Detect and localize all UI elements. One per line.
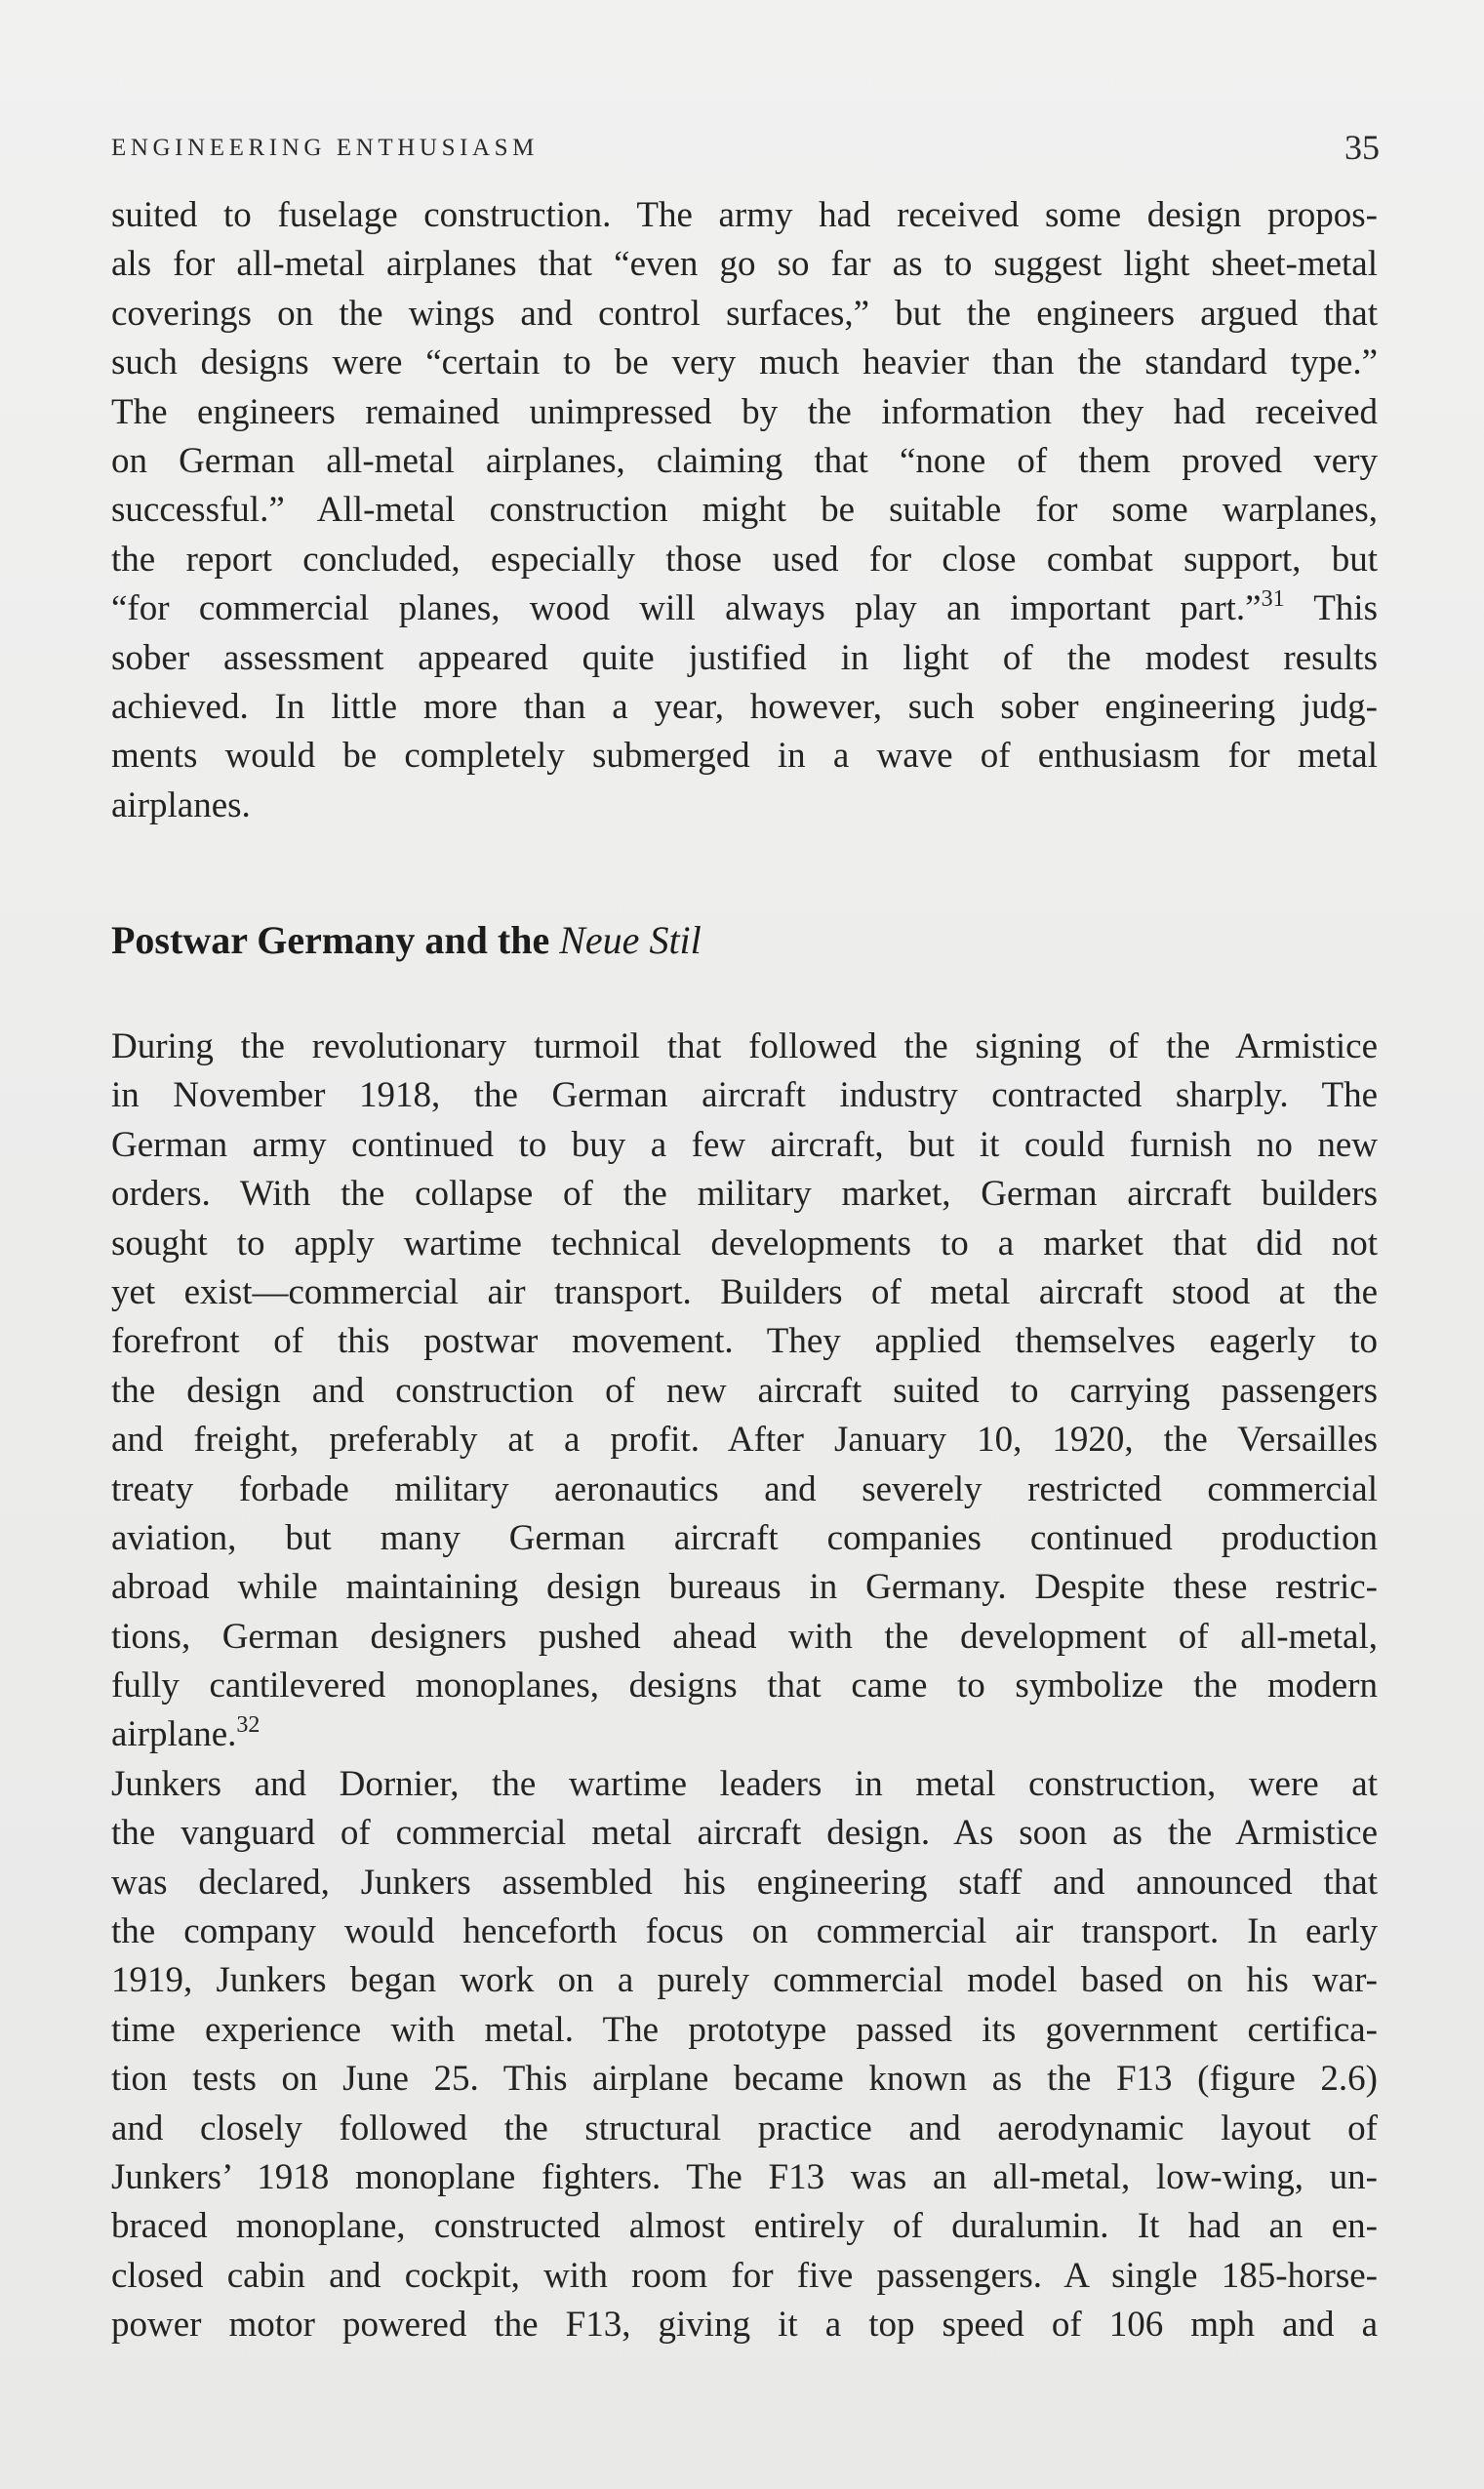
text-line: orders. With the collapse of the military market, German aircraft builders — [111, 1174, 1378, 1215]
text-line: on German all-metal airplanes, claiming that “none of them proved very — [111, 440, 1378, 481]
text-line: was declared, Junkers assembled his engineering staff and announced that — [111, 1862, 1378, 1903]
text-line: achieved. In little more than a year, however, such sober engineering judg- — [111, 686, 1378, 727]
text-line: successful.” All-metal construction might be suitable for some warplanes, — [111, 490, 1378, 531]
text-line: tion tests on June 25. This airplane became known as the F13 (figure 2.6) — [111, 2059, 1378, 2100]
text-line: Junkers and Dornier, the wartime leaders in metal construction, were at — [111, 1763, 1378, 1804]
text-line: abroad while maintaining design bureaus in Germany. Despite these restric- — [111, 1567, 1378, 1608]
text-line: the vanguard of commercial metal aircraft design. As soon as the Armistice — [111, 1813, 1378, 1854]
running-head — [111, 127, 1380, 170]
text-line: aviation, but many German aircraft companies continued production — [111, 1517, 1378, 1558]
text-line: Junkers’ 1918 monoplane fighters. The F13 was an all-metal, low-wing, un- — [111, 2156, 1378, 2197]
paragraph-2 — [111, 1023, 1378, 2350]
text-line: coverings on the wings and control surfaces,” but the engineers argued that — [111, 293, 1378, 334]
text-line: tions, German designers pushed ahead with the development of all-metal, — [111, 1616, 1378, 1657]
text-line: During the revolutionary turmoil that followed the signing of the Armistice — [111, 1026, 1378, 1066]
footnote-marker: 32 — [236, 1712, 261, 1739]
text-line: such designs were “certain to be very much heavier than the standard type.” — [111, 342, 1378, 383]
text-line: treaty forbade military aeronautics and severely restricted commercial — [111, 1468, 1378, 1509]
text-line: German army continued to buy a few aircraft, but it could furnish no new — [111, 1124, 1378, 1165]
running-title: ENGINEERING ENTHUSIASM — [111, 135, 539, 161]
text-segment: airplane. — [111, 1714, 237, 1755]
text-line: The engineers remained unimpressed by the information they had received — [111, 391, 1378, 432]
text-line: sought to apply wartime technical developments to a market that did not — [111, 1223, 1378, 1264]
section-heading — [111, 917, 702, 963]
text-line: forefront of this postwar movement. They applied themselves eagerly to — [111, 1321, 1378, 1362]
heading-italic: Neue Stil — [559, 918, 702, 962]
text-segment: “for commercial planes, wood will always play an important part.” — [111, 588, 1262, 629]
text-line-with-footnote — [111, 584, 1378, 633]
text-line: 1919, Junkers began work on a purely commercial model based on his war- — [111, 1960, 1378, 2001]
text-line: in November 1918, the German aircraft industry contracted sharply. The — [111, 1075, 1378, 1116]
text-line-with-footnote — [111, 1710, 1378, 1759]
text-line: ments would be completely submerged in a wave of enthusiasm for metal — [111, 736, 1378, 777]
text-line: the design and construction of new aircraft suited to carrying passengers — [111, 1370, 1378, 1411]
text-line: power motor powered the F13, giving it a top speed of 106 mph and a — [111, 2305, 1378, 2346]
text-line: and closely followed the structural practice and aerodynamic layout of — [111, 2108, 1378, 2148]
text-line: closed cabin and cockpit, with room for five passengers. A single 185-horse- — [111, 2255, 1378, 2296]
text-line: suited to fuselage construction. The army had received some design propos- — [111, 195, 1378, 235]
text-line: and freight, preferably at a profit. After January 10, 1920, the Versailles — [111, 1420, 1378, 1461]
text-line: yet exist—commercial air transport. Builders of metal aircraft stood at the — [111, 1271, 1378, 1312]
text-line: the report concluded, especially those used for close combat support, but — [111, 539, 1378, 580]
heading-main: Postwar Germany and the — [111, 918, 560, 962]
text-line: braced monoplane, constructed almost entirely of duralumin. It had an en- — [111, 2206, 1378, 2247]
text-line: time experience with metal. The prototype passed its government certifica- — [111, 2009, 1378, 2050]
text-segment: This — [1284, 588, 1378, 629]
text-line: fully cantilevered monoplanes, designs that came to symbolize the modern — [111, 1666, 1378, 1706]
text-line: the company would henceforth focus on commercial air transport. In early — [111, 1911, 1378, 1952]
footnote-marker: 31 — [1261, 586, 1285, 613]
text-line: als for all-metal airplanes that “even go so far as to suggest light sheet-metal — [111, 244, 1378, 285]
text-line: sober assessment appeared quite justified in light of the modest results — [111, 637, 1378, 678]
text-line: airplanes. — [111, 784, 251, 825]
paragraph-1 — [111, 191, 1378, 830]
page-number: 35 — [1344, 128, 1380, 167]
